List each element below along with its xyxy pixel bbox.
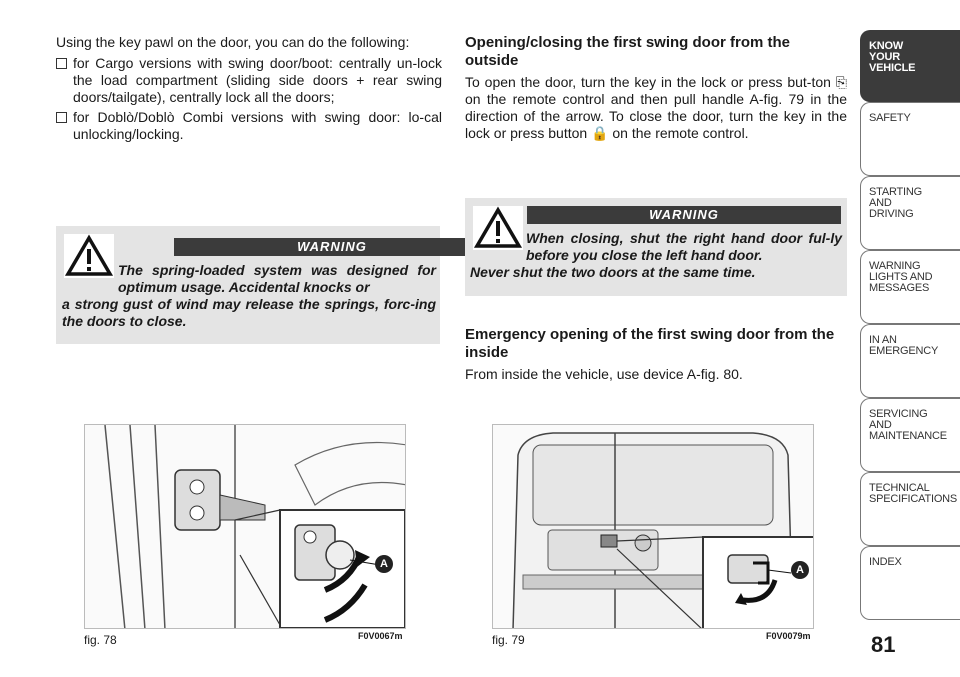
figure-79-rear-doors (492, 424, 814, 629)
tab-index[interactable] (860, 546, 960, 620)
warning-box-left (56, 226, 440, 344)
tab-know-your-vehicle[interactable] (860, 30, 960, 102)
left-column (56, 34, 442, 146)
chapter-tabs (860, 30, 960, 620)
tab-warning-lights-and-messages[interactable] (860, 250, 960, 324)
tab-label: YOUR (869, 51, 900, 63)
page-number: 81 (871, 632, 896, 657)
tab-label: LIGHTS AND (869, 271, 933, 283)
tab-label: EMERGENCY (869, 345, 939, 357)
marker-a-badge: A (791, 561, 809, 579)
bullet-text: for Cargo versions with swing door/boot: centrally un-lock the load compartment (sliding side doors + rear swing doors/tailgate), centrally lock all the doors; (73, 55, 442, 105)
warning-text-indented: The spring-loaded system was designed for optimum usage. Accidental knocks or (118, 262, 436, 295)
section-heading-outside: Opening/closing the first swing door from the outside (465, 34, 791, 69)
tab-starting-and-driving[interactable] (860, 176, 960, 250)
tab-servicing-and-maintenance[interactable] (860, 398, 960, 472)
tab-label: SPECIFICATIONS (869, 493, 958, 505)
tab-label: VEHICLE (869, 62, 916, 74)
section-text-inside: From inside the vehicle, use device A-fig. 80. (465, 366, 743, 382)
tab-label: AND (869, 419, 892, 431)
tab-label: KNOW (869, 40, 904, 52)
warning-text-full: a strong gust of wind may release the springs, forc-ing the doors to close. (62, 296, 436, 329)
bullet-item (56, 109, 442, 143)
tab-label: SAFETY (869, 112, 911, 124)
tab-label: STARTING (869, 186, 922, 198)
warning-text-full: Never shut the two doors at the same time. (470, 264, 756, 280)
bullet-text: for Doblò/Doblò Combi versions with swing door: lo-cal unlocking/locking. (73, 109, 442, 142)
tab-label: MAINTENANCE (869, 430, 947, 442)
tab-label: MESSAGES (869, 282, 930, 294)
tab-label: INDEX (869, 556, 902, 568)
rear-doors-illustration (493, 425, 814, 629)
tab-safety[interactable] (860, 102, 960, 176)
warning-label: WARNING (527, 206, 841, 224)
middle-column (465, 34, 847, 146)
warning-text-indented: When closing, shut the right hand door ful-ly before you close the left hand door. (526, 230, 842, 263)
bullet-item (56, 55, 442, 106)
tab-technical-specifications[interactable] (860, 472, 960, 546)
warning-box-mid (465, 198, 847, 296)
tab-label: SERVICING (869, 408, 928, 420)
section-text-outside: To open the door, turn the key in the lock or press but-ton ⎘ on the remote control and then pull handle A-fig. 79 in the direction of the arrow. To close the door, turn the key in the lock or press button 🔒 on the remote control. (465, 74, 847, 141)
tab-label: AND (869, 197, 892, 209)
tab-in-an-emergency[interactable] (860, 324, 960, 398)
figure-78-label: fig. 78 (84, 633, 117, 647)
section-inside (465, 326, 847, 387)
marker-a-badge: A (375, 555, 393, 573)
figure-78-code: F0V0067m (358, 631, 403, 641)
figure-79-code: F0V0079m (766, 631, 811, 641)
door-hinge-illustration (85, 425, 406, 629)
warning-text (470, 230, 842, 281)
figure-78-door-hinge (84, 424, 406, 629)
figure-79-label: fig. 79 (492, 633, 525, 647)
section-heading-inside: Emergency opening of the first swing door from the inside (465, 326, 835, 361)
intro-paragraph: Using the key pawl on the door, you can do the following: (56, 34, 410, 50)
tab-label: IN AN (869, 334, 897, 346)
warning-label: WARNING (174, 238, 490, 256)
tab-label: DRIVING (869, 208, 914, 220)
warning-text (62, 262, 436, 330)
checkbox-bullet-icon (56, 112, 67, 123)
checkbox-bullet-icon (56, 58, 67, 69)
tab-label: TECHNICAL (869, 482, 930, 494)
tab-label: WARNING (869, 260, 921, 272)
